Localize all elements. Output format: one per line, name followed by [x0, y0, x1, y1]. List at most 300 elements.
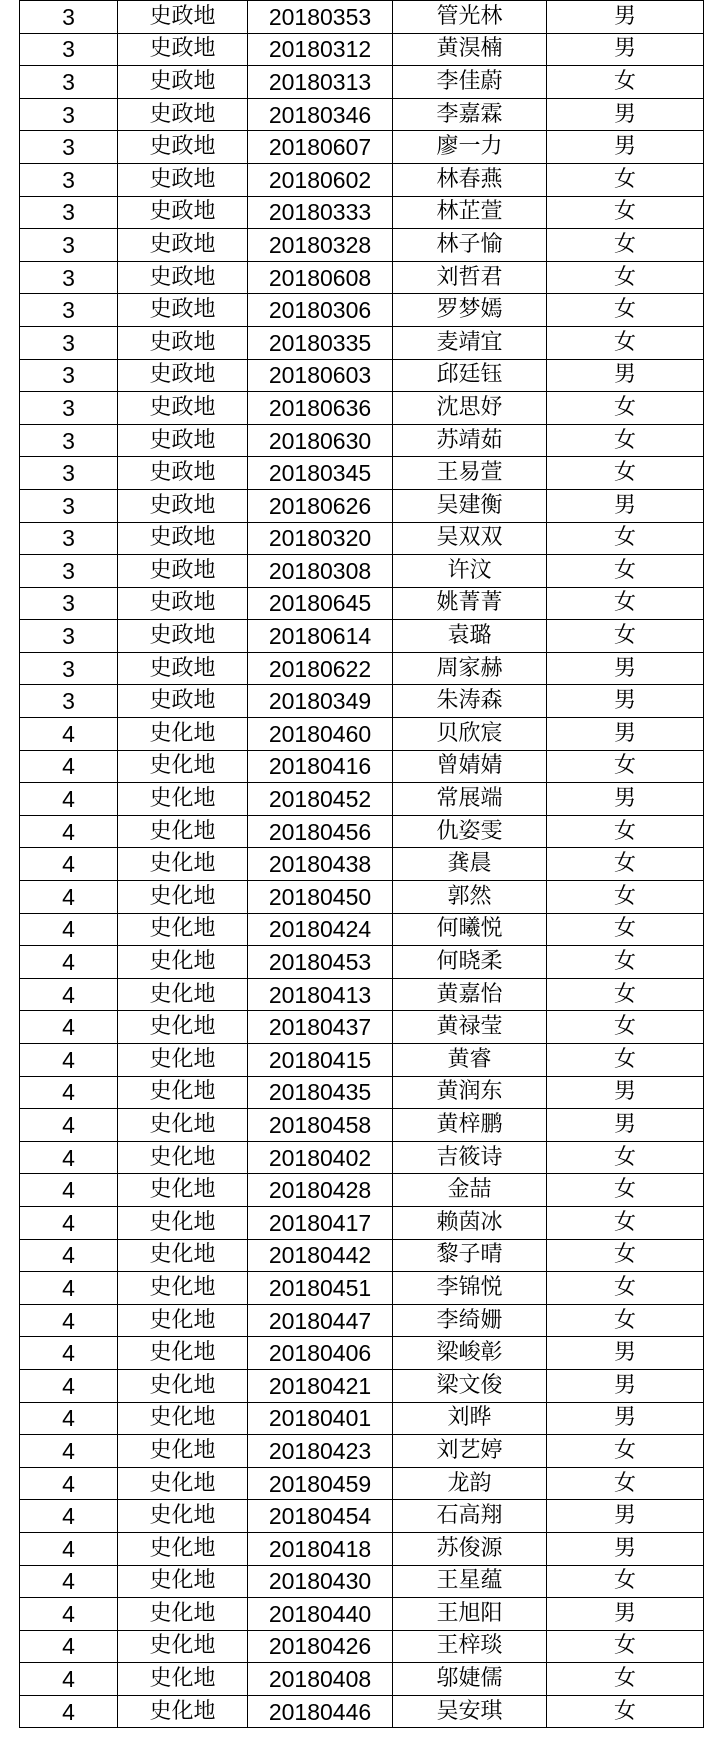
gender-cell: 女: [547, 294, 704, 327]
subject-combo-cell: 史政地: [118, 522, 248, 555]
subject-combo-cell: 史化地: [118, 1435, 248, 1468]
class-number-cell: 4: [20, 1598, 118, 1631]
class-number-cell: 4: [20, 848, 118, 881]
table-row: [20, 294, 704, 327]
class-number-cell: 4: [20, 913, 118, 946]
gender-cell: 男: [547, 783, 704, 816]
student-name-cell: 沈思妤: [393, 392, 547, 425]
table-row: [20, 1337, 704, 1370]
class-number-cell: 4: [20, 1532, 118, 1565]
subject-combo-cell: 史化地: [118, 1369, 248, 1402]
roster-body: [20, 1, 704, 1728]
subject-combo-cell: 史政地: [118, 33, 248, 66]
subject-combo-cell: 史化地: [118, 1076, 248, 1109]
table-row: [20, 196, 704, 229]
student-id-cell: 20180636: [248, 392, 393, 425]
student-name-cell: 林芷萱: [393, 196, 547, 229]
table-row: [20, 1500, 704, 1533]
gender-cell: 女: [547, 522, 704, 555]
student-name-cell: 王星蕴: [393, 1565, 547, 1598]
student-name-cell: 龚晨: [393, 848, 547, 881]
student-name-cell: 王梓琰: [393, 1630, 547, 1663]
subject-combo-cell: 史化地: [118, 881, 248, 914]
table-row: [20, 98, 704, 131]
subject-combo-cell: 史化地: [118, 815, 248, 848]
student-name-cell: 林春燕: [393, 163, 547, 196]
subject-combo-cell: 史化地: [118, 1500, 248, 1533]
student-name-cell: 赖茵冰: [393, 1206, 547, 1239]
subject-combo-cell: 史化地: [118, 1565, 248, 1598]
student-name-cell: 梁峻彰: [393, 1337, 547, 1370]
gender-cell: 男: [547, 1500, 704, 1533]
class-number-cell: 4: [20, 750, 118, 783]
student-name-cell: 朱涛森: [393, 685, 547, 718]
student-name-cell: 曾婧婧: [393, 750, 547, 783]
gender-cell: 女: [547, 1435, 704, 1468]
class-number-cell: 4: [20, 1402, 118, 1435]
student-name-cell: 石高翔: [393, 1500, 547, 1533]
class-number-cell: 4: [20, 1109, 118, 1142]
student-id-cell: 20180353: [248, 1, 393, 34]
student-id-cell: 20180454: [248, 1500, 393, 1533]
student-name-cell: 邬婕儒: [393, 1663, 547, 1696]
subject-combo-cell: 史政地: [118, 294, 248, 327]
table-row: [20, 1304, 704, 1337]
gender-cell: 男: [547, 489, 704, 522]
table-row: [20, 489, 704, 522]
gender-cell: 女: [547, 1272, 704, 1305]
student-id-cell: 20180306: [248, 294, 393, 327]
gender-cell: 女: [547, 1044, 704, 1077]
table-row: [20, 815, 704, 848]
table-row: [20, 1174, 704, 1207]
student-name-cell: 梁文俊: [393, 1369, 547, 1402]
student-name-cell: 何晓柔: [393, 946, 547, 979]
student-id-cell: 20180608: [248, 261, 393, 294]
class-number-cell: 4: [20, 1206, 118, 1239]
table-row: [20, 1076, 704, 1109]
gender-cell: 男: [547, 1532, 704, 1565]
student-id-cell: 20180446: [248, 1695, 393, 1728]
table-row: [20, 1369, 704, 1402]
gender-cell: 女: [547, 913, 704, 946]
student-id-cell: 20180447: [248, 1304, 393, 1337]
class-number-cell: 4: [20, 1467, 118, 1500]
subject-combo-cell: 史政地: [118, 424, 248, 457]
student-name-cell: 黄润东: [393, 1076, 547, 1109]
student-id-cell: 20180335: [248, 326, 393, 359]
student-name-cell: 龙韵: [393, 1467, 547, 1500]
class-number-cell: 3: [20, 652, 118, 685]
gender-cell: 男: [547, 685, 704, 718]
class-number-cell: 3: [20, 522, 118, 555]
table-row: [20, 1435, 704, 1468]
student-name-cell: 常展端: [393, 783, 547, 816]
table-row: [20, 1011, 704, 1044]
subject-combo-cell: 史政地: [118, 261, 248, 294]
student-name-cell: 吴双双: [393, 522, 547, 555]
gender-cell: 女: [547, 946, 704, 979]
class-number-cell: 3: [20, 131, 118, 164]
gender-cell: 女: [547, 1174, 704, 1207]
class-number-cell: 4: [20, 1565, 118, 1598]
class-number-cell: 3: [20, 261, 118, 294]
subject-combo-cell: 史政地: [118, 1, 248, 34]
student-id-cell: 20180456: [248, 815, 393, 848]
table-row: [20, 163, 704, 196]
gender-cell: 女: [547, 1467, 704, 1500]
class-number-cell: 4: [20, 978, 118, 1011]
subject-combo-cell: 史化地: [118, 848, 248, 881]
class-number-cell: 4: [20, 1272, 118, 1305]
subject-combo-cell: 史化地: [118, 783, 248, 816]
student-id-cell: 20180308: [248, 555, 393, 588]
subject-combo-cell: 史化地: [118, 750, 248, 783]
subject-combo-cell: 史化地: [118, 718, 248, 751]
student-name-cell: 李锦悦: [393, 1272, 547, 1305]
subject-combo-cell: 史化地: [118, 1239, 248, 1272]
class-number-cell: 4: [20, 1239, 118, 1272]
subject-combo-cell: 史化地: [118, 1174, 248, 1207]
table-row: [20, 522, 704, 555]
class-number-cell: 3: [20, 555, 118, 588]
student-name-cell: 王旭阳: [393, 1598, 547, 1631]
gender-cell: 男: [547, 359, 704, 392]
gender-cell: 男: [547, 1598, 704, 1631]
subject-combo-cell: 史化地: [118, 1467, 248, 1500]
student-id-cell: 20180450: [248, 881, 393, 914]
student-name-cell: 吴建衡: [393, 489, 547, 522]
student-id-cell: 20180453: [248, 946, 393, 979]
student-name-cell: 苏俊源: [393, 1532, 547, 1565]
gender-cell: 女: [547, 1206, 704, 1239]
table-row: [20, 946, 704, 979]
student-id-cell: 20180418: [248, 1532, 393, 1565]
student-id-cell: 20180413: [248, 978, 393, 1011]
student-name-cell: 麦靖宜: [393, 326, 547, 359]
student-id-cell: 20180430: [248, 1565, 393, 1598]
student-name-cell: 黄睿: [393, 1044, 547, 1077]
class-number-cell: 3: [20, 392, 118, 425]
class-number-cell: 4: [20, 1076, 118, 1109]
table-row: [20, 424, 704, 457]
gender-cell: 男: [547, 652, 704, 685]
student-id-cell: 20180622: [248, 652, 393, 685]
subject-combo-cell: 史政地: [118, 326, 248, 359]
student-id-cell: 20180452: [248, 783, 393, 816]
table-row: [20, 229, 704, 262]
table-row: [20, 685, 704, 718]
student-id-cell: 20180416: [248, 750, 393, 783]
table-row: [20, 620, 704, 653]
subject-combo-cell: 史化地: [118, 913, 248, 946]
student-id-cell: 20180417: [248, 1206, 393, 1239]
subject-combo-cell: 史政地: [118, 66, 248, 99]
gender-cell: 女: [547, 815, 704, 848]
table-row: [20, 1598, 704, 1631]
class-number-cell: 3: [20, 294, 118, 327]
gender-cell: 女: [547, 1630, 704, 1663]
table-row: [20, 66, 704, 99]
student-id-cell: 20180607: [248, 131, 393, 164]
class-number-cell: 3: [20, 489, 118, 522]
gender-cell: 女: [547, 196, 704, 229]
student-id-cell: 20180451: [248, 1272, 393, 1305]
student-id-cell: 20180346: [248, 98, 393, 131]
gender-cell: 女: [547, 881, 704, 914]
class-number-cell: 4: [20, 1500, 118, 1533]
subject-combo-cell: 史政地: [118, 587, 248, 620]
class-number-cell: 3: [20, 424, 118, 457]
class-number-cell: 3: [20, 685, 118, 718]
gender-cell: 女: [547, 555, 704, 588]
table-row: [20, 457, 704, 490]
student-id-cell: 20180423: [248, 1435, 393, 1468]
subject-combo-cell: 史政地: [118, 457, 248, 490]
student-id-cell: 20180442: [248, 1239, 393, 1272]
class-number-cell: 4: [20, 1663, 118, 1696]
subject-combo-cell: 史化地: [118, 1402, 248, 1435]
gender-cell: 女: [547, 978, 704, 1011]
class-number-cell: 3: [20, 196, 118, 229]
table-row: [20, 1272, 704, 1305]
table-row: [20, 326, 704, 359]
student-id-cell: 20180345: [248, 457, 393, 490]
table-row: [20, 131, 704, 164]
table-row: [20, 33, 704, 66]
student-roster-table: [19, 0, 704, 1728]
student-name-cell: 贝欣宸: [393, 718, 547, 751]
gender-cell: 男: [547, 98, 704, 131]
gender-cell: 男: [547, 718, 704, 751]
class-number-cell: 4: [20, 1011, 118, 1044]
student-name-cell: 林子愉: [393, 229, 547, 262]
class-number-cell: 4: [20, 1044, 118, 1077]
student-name-cell: 王易萱: [393, 457, 547, 490]
table-row: [20, 783, 704, 816]
student-id-cell: 20180424: [248, 913, 393, 946]
table-row: [20, 750, 704, 783]
table-row: [20, 848, 704, 881]
gender-cell: 女: [547, 620, 704, 653]
class-number-cell: 3: [20, 326, 118, 359]
gender-cell: 女: [547, 750, 704, 783]
subject-combo-cell: 史政地: [118, 98, 248, 131]
class-number-cell: 3: [20, 587, 118, 620]
subject-combo-cell: 史政地: [118, 685, 248, 718]
student-name-cell: 刘艺婷: [393, 1435, 547, 1468]
student-id-cell: 20180313: [248, 66, 393, 99]
class-number-cell: 3: [20, 620, 118, 653]
class-number-cell: 3: [20, 1, 118, 34]
table-row: [20, 587, 704, 620]
subject-combo-cell: 史化地: [118, 1598, 248, 1631]
gender-cell: 男: [547, 1402, 704, 1435]
subject-combo-cell: 史政地: [118, 620, 248, 653]
class-number-cell: 4: [20, 1695, 118, 1728]
table-row: [20, 978, 704, 1011]
student-name-cell: 金喆: [393, 1174, 547, 1207]
student-id-cell: 20180603: [248, 359, 393, 392]
table-row: [20, 392, 704, 425]
table-row: [20, 1, 704, 34]
table-row: [20, 881, 704, 914]
gender-cell: 女: [547, 163, 704, 196]
class-number-cell: 4: [20, 1337, 118, 1370]
class-number-cell: 3: [20, 359, 118, 392]
student-name-cell: 周家赫: [393, 652, 547, 685]
student-name-cell: 刘哲君: [393, 261, 547, 294]
student-id-cell: 20180626: [248, 489, 393, 522]
student-id-cell: 20180437: [248, 1011, 393, 1044]
gender-cell: 女: [547, 1239, 704, 1272]
student-name-cell: 姚菁菁: [393, 587, 547, 620]
subject-combo-cell: 史政地: [118, 652, 248, 685]
class-number-cell: 4: [20, 1174, 118, 1207]
gender-cell: 女: [547, 1695, 704, 1728]
class-number-cell: 4: [20, 815, 118, 848]
subject-combo-cell: 史政地: [118, 555, 248, 588]
student-id-cell: 20180312: [248, 33, 393, 66]
table-row: [20, 359, 704, 392]
gender-cell: 女: [547, 1565, 704, 1598]
subject-combo-cell: 史化地: [118, 1141, 248, 1174]
gender-cell: 女: [547, 457, 704, 490]
gender-cell: 男: [547, 1, 704, 34]
student-name-cell: 吉筱诗: [393, 1141, 547, 1174]
subject-combo-cell: 史化地: [118, 1304, 248, 1337]
class-number-cell: 3: [20, 457, 118, 490]
gender-cell: 男: [547, 1337, 704, 1370]
table-row: [20, 1532, 704, 1565]
class-number-cell: 3: [20, 229, 118, 262]
student-id-cell: 20180435: [248, 1076, 393, 1109]
class-number-cell: 4: [20, 881, 118, 914]
student-name-cell: 李嘉霖: [393, 98, 547, 131]
table-row: [20, 913, 704, 946]
subject-combo-cell: 史化地: [118, 1011, 248, 1044]
student-id-cell: 20180440: [248, 1598, 393, 1631]
table-row: [20, 1695, 704, 1728]
student-name-cell: 黄淏楠: [393, 33, 547, 66]
student-name-cell: 黄禄莹: [393, 1011, 547, 1044]
student-id-cell: 20180428: [248, 1174, 393, 1207]
student-name-cell: 苏靖茹: [393, 424, 547, 457]
student-id-cell: 20180402: [248, 1141, 393, 1174]
student-id-cell: 20180645: [248, 587, 393, 620]
student-id-cell: 20180459: [248, 1467, 393, 1500]
subject-combo-cell: 史政地: [118, 359, 248, 392]
student-name-cell: 邱廷钰: [393, 359, 547, 392]
gender-cell: 女: [547, 1663, 704, 1696]
table-row: [20, 1467, 704, 1500]
class-number-cell: 4: [20, 1435, 118, 1468]
student-name-cell: 黄梓鹏: [393, 1109, 547, 1142]
student-id-cell: 20180614: [248, 620, 393, 653]
subject-combo-cell: 史政地: [118, 131, 248, 164]
student-id-cell: 20180630: [248, 424, 393, 457]
gender-cell: 男: [547, 1076, 704, 1109]
subject-combo-cell: 史化地: [118, 1695, 248, 1728]
student-name-cell: 仇姿雯: [393, 815, 547, 848]
table-row: [20, 1239, 704, 1272]
student-id-cell: 20180460: [248, 718, 393, 751]
subject-combo-cell: 史政地: [118, 163, 248, 196]
gender-cell: 男: [547, 1109, 704, 1142]
student-name-cell: 罗梦嫣: [393, 294, 547, 327]
subject-combo-cell: 史政地: [118, 196, 248, 229]
student-id-cell: 20180426: [248, 1630, 393, 1663]
subject-combo-cell: 史化地: [118, 1109, 248, 1142]
gender-cell: 男: [547, 131, 704, 164]
subject-combo-cell: 史政地: [118, 229, 248, 262]
class-number-cell: 4: [20, 1304, 118, 1337]
subject-combo-cell: 史化地: [118, 1272, 248, 1305]
table-row: [20, 1402, 704, 1435]
student-id-cell: 20180320: [248, 522, 393, 555]
student-name-cell: 李绮姗: [393, 1304, 547, 1337]
student-name-cell: 许汶: [393, 555, 547, 588]
student-id-cell: 20180421: [248, 1369, 393, 1402]
student-name-cell: 黎子晴: [393, 1239, 547, 1272]
table-row: [20, 1663, 704, 1696]
table-row: [20, 652, 704, 685]
class-number-cell: 4: [20, 718, 118, 751]
table-row: [20, 718, 704, 751]
student-name-cell: 刘晔: [393, 1402, 547, 1435]
subject-combo-cell: 史化地: [118, 978, 248, 1011]
table-row: [20, 1109, 704, 1142]
class-number-cell: 4: [20, 946, 118, 979]
student-id-cell: 20180349: [248, 685, 393, 718]
table-row: [20, 1630, 704, 1663]
gender-cell: 女: [547, 261, 704, 294]
student-name-cell: 何曦悦: [393, 913, 547, 946]
class-number-cell: 3: [20, 66, 118, 99]
student-name-cell: 管光林: [393, 1, 547, 34]
gender-cell: 男: [547, 33, 704, 66]
gender-cell: 女: [547, 1304, 704, 1337]
gender-cell: 女: [547, 848, 704, 881]
student-id-cell: 20180401: [248, 1402, 393, 1435]
class-number-cell: 4: [20, 1141, 118, 1174]
class-number-cell: 4: [20, 783, 118, 816]
subject-combo-cell: 史化地: [118, 1206, 248, 1239]
subject-combo-cell: 史化地: [118, 946, 248, 979]
student-id-cell: 20180438: [248, 848, 393, 881]
gender-cell: 女: [547, 326, 704, 359]
subject-combo-cell: 史化地: [118, 1532, 248, 1565]
student-name-cell: 李佳蔚: [393, 66, 547, 99]
student-id-cell: 20180415: [248, 1044, 393, 1077]
student-name-cell: 廖一力: [393, 131, 547, 164]
subject-combo-cell: 史化地: [118, 1044, 248, 1077]
student-id-cell: 20180333: [248, 196, 393, 229]
class-number-cell: 4: [20, 1630, 118, 1663]
gender-cell: 女: [547, 587, 704, 620]
class-number-cell: 3: [20, 33, 118, 66]
subject-combo-cell: 史化地: [118, 1663, 248, 1696]
table-row: [20, 261, 704, 294]
table-row: [20, 555, 704, 588]
student-id-cell: 20180328: [248, 229, 393, 262]
student-id-cell: 20180408: [248, 1663, 393, 1696]
table-row: [20, 1141, 704, 1174]
student-name-cell: 黄嘉怡: [393, 978, 547, 1011]
student-name-cell: 袁璐: [393, 620, 547, 653]
student-id-cell: 20180602: [248, 163, 393, 196]
table-row: [20, 1206, 704, 1239]
